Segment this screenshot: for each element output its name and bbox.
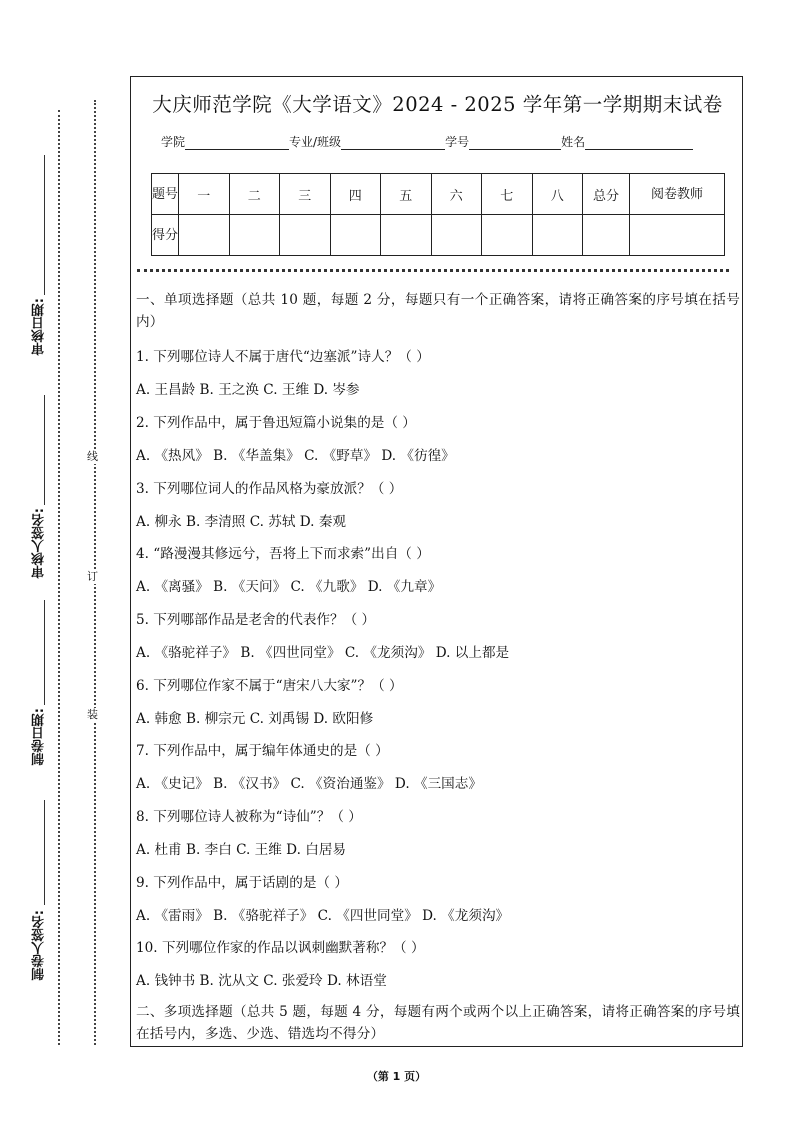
score-table-score-row — [152, 215, 725, 256]
question-7-options: A. 《史记》 B. 《汉书》 C. 《资治通鉴》 D. 《三国志》 — [136, 776, 482, 792]
binding-char-ding: 订 — [87, 570, 98, 583]
score-cell-3[interactable] — [280, 215, 331, 256]
question-4: 4. “路漫漫其修远兮，吾将上下而求索”出自（ ） — [136, 546, 430, 562]
row-label-score: 得分 — [152, 215, 179, 256]
score-table — [151, 173, 725, 256]
question-1-options: A. 王昌龄 B. 王之涣 C. 王维 D. 岑参 — [136, 382, 360, 398]
review-date-label: 审核日期: — [32, 298, 47, 356]
name-blank[interactable] — [585, 137, 693, 150]
col-header-7: 七 — [482, 174, 533, 215]
col-header-2: 二 — [229, 174, 280, 215]
col-header-8: 八 — [532, 174, 583, 215]
binding-dotted-line-outer — [58, 110, 60, 1045]
field-label-student-id: 学号 — [445, 135, 470, 149]
college-blank[interactable] — [185, 137, 289, 150]
score-cell-1[interactable] — [179, 215, 230, 256]
question-1: 1. 下列哪位诗人不属于唐代“边塞派”诗人？（ ） — [136, 349, 430, 365]
exam-frame — [130, 76, 743, 1047]
row-label-question-number: 题号 — [152, 174, 179, 215]
page-number: （第 1 页） — [366, 1070, 427, 1083]
col-header-6: 六 — [431, 174, 482, 215]
question-9-options: A. 《雷雨》 B. 《骆驼祥子》 C. 《四世同堂》 D. 《龙须沟》 — [136, 908, 510, 924]
student-id-blank[interactable] — [469, 137, 561, 150]
col-header-3: 三 — [280, 174, 331, 215]
score-cell-8[interactable] — [532, 215, 583, 256]
dotted-separator — [137, 269, 729, 272]
student-info-line — [161, 133, 693, 150]
question-6: 6. 下列哪位作家不属于“唐宋八大家”？（ ） — [136, 678, 403, 694]
score-cell-7[interactable] — [482, 215, 533, 256]
question-7: 7. 下列作品中，属于编年体通史的是（ ） — [136, 743, 389, 759]
question-2-options: A. 《热风》 B. 《华盖集》 C. 《野草》 D. 《彷徨》 — [136, 448, 455, 464]
field-label-major-class: 专业/班级 — [289, 135, 342, 149]
review-date-line — [44, 155, 45, 295]
score-cell-grader[interactable] — [630, 215, 725, 256]
compile-date-label: 制卷日期: — [32, 708, 47, 766]
score-cell-6[interactable] — [431, 215, 482, 256]
binding-char-xian: 线 — [87, 450, 98, 463]
col-header-1: 一 — [179, 174, 230, 215]
score-cell-2[interactable] — [229, 215, 280, 256]
question-9: 9. 下列作品中，属于话剧的是（ ） — [136, 875, 348, 891]
reviewer-signature-label: 审核人签名: — [32, 508, 47, 579]
question-3-options: A. 柳永 B. 李清照 C. 苏轼 D. 秦观 — [136, 514, 347, 530]
section1-heading: 一、单项选择题（总共 10 题，每题 2 分，每题只有一个正确答案，请将正确答案的序号填在括号内） — [136, 292, 740, 330]
question-4-options: A. 《离骚》 B. 《天问》 C. 《九歌》 D. 《九章》 — [136, 579, 442, 595]
question-8: 8. 下列哪位诗人被称为“诗仙”？（ ） — [136, 809, 362, 825]
col-header-4: 四 — [330, 174, 381, 215]
question-3: 3. 下列哪位词人的作品风格为豪放派？（ ） — [136, 481, 403, 497]
question-10: 10. 下列哪位作家的作品以讽刺幽默著称？（ ） — [136, 940, 425, 956]
compile-date-line — [44, 600, 45, 705]
score-table-header-row — [152, 174, 725, 215]
question-10-options: A. 钱钟书 B. 沈从文 C. 张爱玲 D. 林语堂 — [136, 973, 387, 989]
question-6-options: A. 韩愈 B. 柳宗元 C. 刘禹锡 D. 欧阳修 — [136, 711, 374, 727]
question-5-options: A. 《骆驼祥子》 B. 《四世同堂》 C. 《龙须沟》 D. 以上都是 — [136, 645, 510, 661]
section2-heading: 二、多项选择题（总共 5 题，每题 4 分，每题有两个或两个以上正确答案，请将正确答案的序号填在括号内，多选、少选、错选均不得分） — [136, 1004, 740, 1042]
col-header-total: 总分 — [583, 174, 630, 215]
reviewer-signature-line — [44, 395, 45, 505]
question-5: 5. 下列哪部作品是老舍的代表作？（ ） — [136, 612, 376, 628]
major-class-blank[interactable] — [341, 137, 445, 150]
score-cell-total[interactable] — [583, 215, 630, 256]
exam-title: 大庆师范学院《大学语文》2024 - 2025 学年第一学期期末试卷 — [152, 93, 723, 116]
compiler-signature-line — [44, 800, 45, 905]
score-cell-4[interactable] — [330, 215, 381, 256]
question-2: 2. 下列作品中，属于鲁迅短篇小说集的是（ ） — [136, 415, 416, 431]
question-8-options: A. 杜甫 B. 李白 C. 王维 D. 白居易 — [136, 842, 347, 858]
exam-content — [136, 289, 740, 1042]
field-label-name: 姓名 — [561, 135, 586, 149]
col-header-5: 五 — [381, 174, 432, 215]
binding-char-zhuang: 装 — [87, 708, 98, 721]
score-cell-5[interactable] — [381, 215, 432, 256]
col-header-grader: 阅卷教师 — [630, 174, 725, 215]
compiler-signature-label: 制卷人签名: — [32, 910, 47, 981]
field-label-college: 学院 — [161, 135, 186, 149]
